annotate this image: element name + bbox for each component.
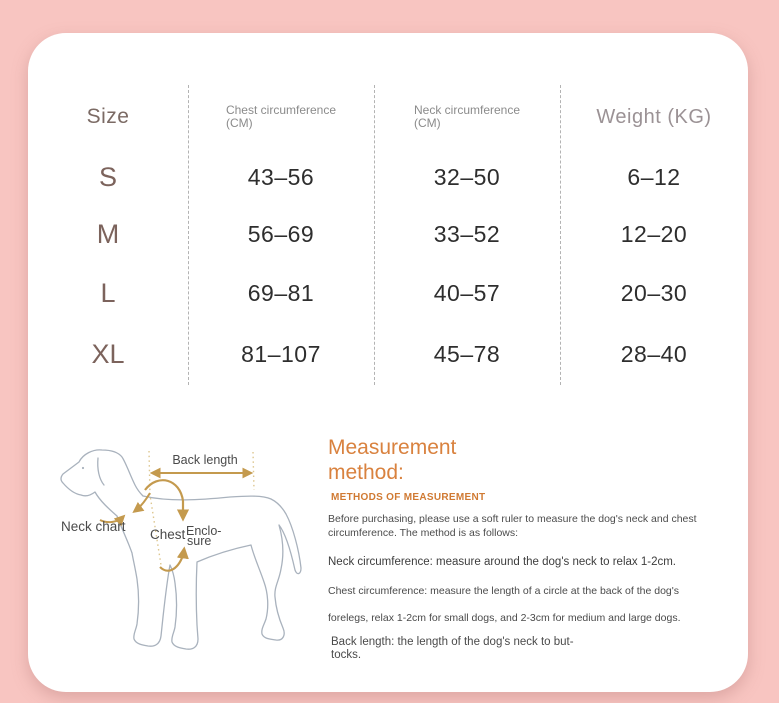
neck-chart-label: Neck chart [61, 519, 126, 534]
weight-header-label: Weight (KG) [596, 105, 712, 128]
table-row-size: L [100, 278, 116, 308]
table-row-weight-value: 28–40 [620, 340, 688, 367]
table-row-weight-value: 6–12 [627, 163, 681, 190]
product-size-card [28, 33, 748, 692]
dog-outline-illustration [50, 435, 330, 693]
size-column-header [28, 85, 188, 149]
table-row-neck-value: 45–78 [433, 340, 501, 367]
chest-note-line-1: Chest circumference: measure the length of a circle at the back of the dog's [328, 585, 680, 597]
measurement-method-subtitle: METHODS OF MEASUREMENT [331, 492, 486, 503]
table-row-neck-value: 33–52 [433, 221, 501, 247]
weight-column-header [560, 85, 748, 149]
measurement-method-title [328, 435, 746, 485]
column-divider [560, 85, 561, 385]
back-length-note [331, 636, 746, 662]
intro-line-2: circumference. The method is as follows: [328, 527, 519, 539]
chest-header-unit: (CM) [225, 116, 253, 130]
chest-column-header [188, 85, 374, 149]
column-divider [188, 85, 189, 385]
column-divider [374, 85, 375, 385]
neck-header-label: Neck circumference [413, 103, 521, 117]
neck-circumference-note: Neck circumference: measure around the dog's neck to relax 1-2cm. [328, 556, 676, 568]
chest-header-label: Chest circumference [225, 103, 337, 117]
neck-header-unit: (CM) [413, 116, 441, 130]
title-line-2: method: [328, 461, 404, 484]
chest-note-line-2: forelegs, relax 1-2cm for small dogs, and 2-3cm for medium and large dogs. [328, 612, 681, 624]
back-length-label: Back length [172, 453, 238, 467]
title-line-1: Measurement [328, 436, 457, 459]
table-row-chest-value: 69–81 [247, 280, 315, 306]
table-row-neck-value: 40–57 [433, 280, 501, 306]
neck-column-header [374, 85, 560, 149]
table-row-weight-value: 20–30 [620, 280, 688, 306]
chest-circumference-note [328, 578, 746, 632]
enclosure-label-line1: Enclo- [186, 524, 222, 538]
chest-label: Chest [150, 527, 186, 542]
back-note-line-1: Back length: the length of the dog's neck to but- [331, 636, 574, 648]
enclosure-label-line2: sure [187, 534, 212, 548]
dog-measurement-diagram [50, 435, 330, 698]
table-row-size: XL [91, 338, 125, 369]
table-row-chest-value: 43–56 [247, 163, 315, 190]
intro-paragraph [328, 512, 746, 540]
size-header-label: Size [86, 105, 130, 128]
size-chart-table [28, 85, 748, 385]
table-row-size: S [98, 161, 117, 192]
table-row-neck-value: 32–50 [433, 163, 501, 190]
table-row-chest-value: 56–69 [247, 221, 315, 247]
table-row-size: M [96, 219, 120, 249]
dog-body-outline [61, 450, 301, 649]
measurement-method-section [328, 435, 746, 662]
table-row-weight-value: 12–20 [620, 221, 688, 247]
table-row-chest-value: 81–107 [241, 340, 321, 367]
intro-line-1: Before purchasing, please use a soft ruler to measure the dog's neck and chest [328, 513, 697, 525]
chest-measure-arrow [145, 480, 184, 570]
back-note-line-2: tocks. [331, 649, 362, 661]
